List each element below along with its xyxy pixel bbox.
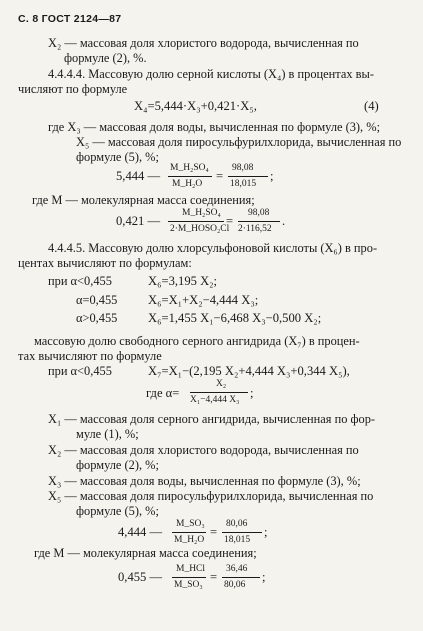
equals-sign: = <box>210 570 218 584</box>
condition-label: α=0,455 <box>76 293 118 307</box>
equals-sign: = <box>210 525 218 539</box>
formula: X₆=X₁+X₂−4,444 X₃; <box>148 293 259 307</box>
fraction-denominator: M_SO₃ <box>174 580 203 590</box>
fraction-numerator: X₂ <box>216 379 227 389</box>
fraction-numerator: M_H₂SO₄ <box>170 163 209 173</box>
formula: X₇=X₁−(2,195 X₂+4,444 X₃+0,344 X₅), <box>148 364 350 378</box>
fraction-denominator: M_H₂O <box>174 535 205 545</box>
condition-label: при α<0,455 <box>48 364 112 378</box>
condition-label: α>0,455 <box>76 311 118 325</box>
text-line: центах вычисляют по формулам: <box>18 256 192 270</box>
text-line: формуле (2), %. <box>64 51 147 65</box>
fraction-numerator: M_H₂SO₄ <box>182 208 221 218</box>
text-line: X₂ — массовая доля хлористого водорода, вычисленная по <box>48 36 359 50</box>
formula-number: (4) <box>364 99 379 113</box>
fraction-denominator: 2·116,52 <box>238 224 272 234</box>
equals-sign: = <box>216 169 224 183</box>
text-line: тах вычисляют по формуле <box>18 349 162 363</box>
punctuation: ; <box>270 169 274 183</box>
fraction-denominator: 18,015 <box>230 179 257 189</box>
text-line: формуле (5), %; <box>76 504 159 518</box>
text-line: формуле (2), %; <box>76 458 159 472</box>
text-line: X₃ — массовая доля воды, вычисленная по формуле (3), %; <box>48 474 361 488</box>
fraction-bar <box>228 176 268 177</box>
fraction-bar <box>172 577 206 578</box>
fraction-bar <box>222 532 262 533</box>
punctuation: ; <box>262 570 266 584</box>
alpha-definition: где α= <box>146 386 180 400</box>
page-header: С. 8 ГОСТ 2124—87 <box>18 13 122 25</box>
coefficient: 0,455 — <box>118 570 163 584</box>
text-line: X₅ — массовая доля пиросульфурилхлорида, вычисленная по <box>76 135 402 149</box>
text-line: формуле (5), %; <box>76 150 159 164</box>
fraction-numerator: 98,08 <box>232 163 254 173</box>
text-line: где X₃ — массовая доля воды, вычисленная по формуле (3), %; <box>48 120 381 134</box>
text-line: где M — молекулярная масса соединения; <box>32 193 255 207</box>
fraction-denominator: 80,06 <box>224 580 246 590</box>
fraction-numerator: M_HCl <box>176 564 206 574</box>
fraction-bar <box>190 392 248 393</box>
punctuation: ; <box>264 525 268 539</box>
text-line: X₅ — массовая доля пиросульфурилхлорида, вычисленная по <box>48 489 374 503</box>
fraction-numerator: 80,06 <box>226 519 248 529</box>
fraction-denominator: 2·M_HOSO₂Cl <box>170 224 230 234</box>
text-line: массовую долю свободного серного ангидрида (X₇) в процен- <box>34 334 360 348</box>
fraction-bar <box>238 221 280 222</box>
coefficient: 5,444 — <box>116 169 161 183</box>
text-line: где M — молекулярная масса соединения; <box>34 546 257 560</box>
formula-4: X₄=5,444·X₃+0,421·X₅, <box>134 99 257 113</box>
punctuation: ; <box>250 386 254 400</box>
fraction-bar <box>222 577 260 578</box>
fraction-denominator: M_H₂O <box>172 179 203 189</box>
fraction-bar <box>168 221 224 222</box>
equals-sign: = <box>226 214 234 228</box>
fraction-denominator: X₁−4,444 X₃ <box>190 395 240 405</box>
formula: X₆=1,455 X₁−6,468 X₃−0,500 X₂; <box>148 311 322 325</box>
fraction-bar <box>172 532 206 533</box>
coefficient: 0,421 — <box>116 214 161 228</box>
text-line: X₂ — массовая доля хлористого водорода, вычисленная по <box>48 443 359 457</box>
coefficient: 4,444 — <box>118 525 163 539</box>
fraction-bar <box>168 176 212 177</box>
fraction-numerator: M_SO₃ <box>176 519 205 529</box>
condition-label: при α<0,455 <box>48 274 112 288</box>
text-line: X₁ — массовая доля серного ангидрида, вычисленная по фор- <box>48 412 376 426</box>
punctuation: . <box>282 214 286 228</box>
text-line: 4.4.4.5. Массовую долю хлорсульфоновой кислоты (X₆) в про- <box>48 241 378 255</box>
text-line: числяют по формуле <box>18 82 128 96</box>
fraction-numerator: 98,08 <box>248 208 270 218</box>
text-line: 4.4.4.4. Массовую долю серной кислоты (X₄) в процентах вы- <box>48 67 374 81</box>
formula: X₆=3,195 X₂; <box>148 274 218 288</box>
text-line: муле (1), %; <box>76 427 139 441</box>
fraction-numerator: 36,46 <box>226 564 248 574</box>
fraction-denominator: 18,015 <box>224 535 251 545</box>
